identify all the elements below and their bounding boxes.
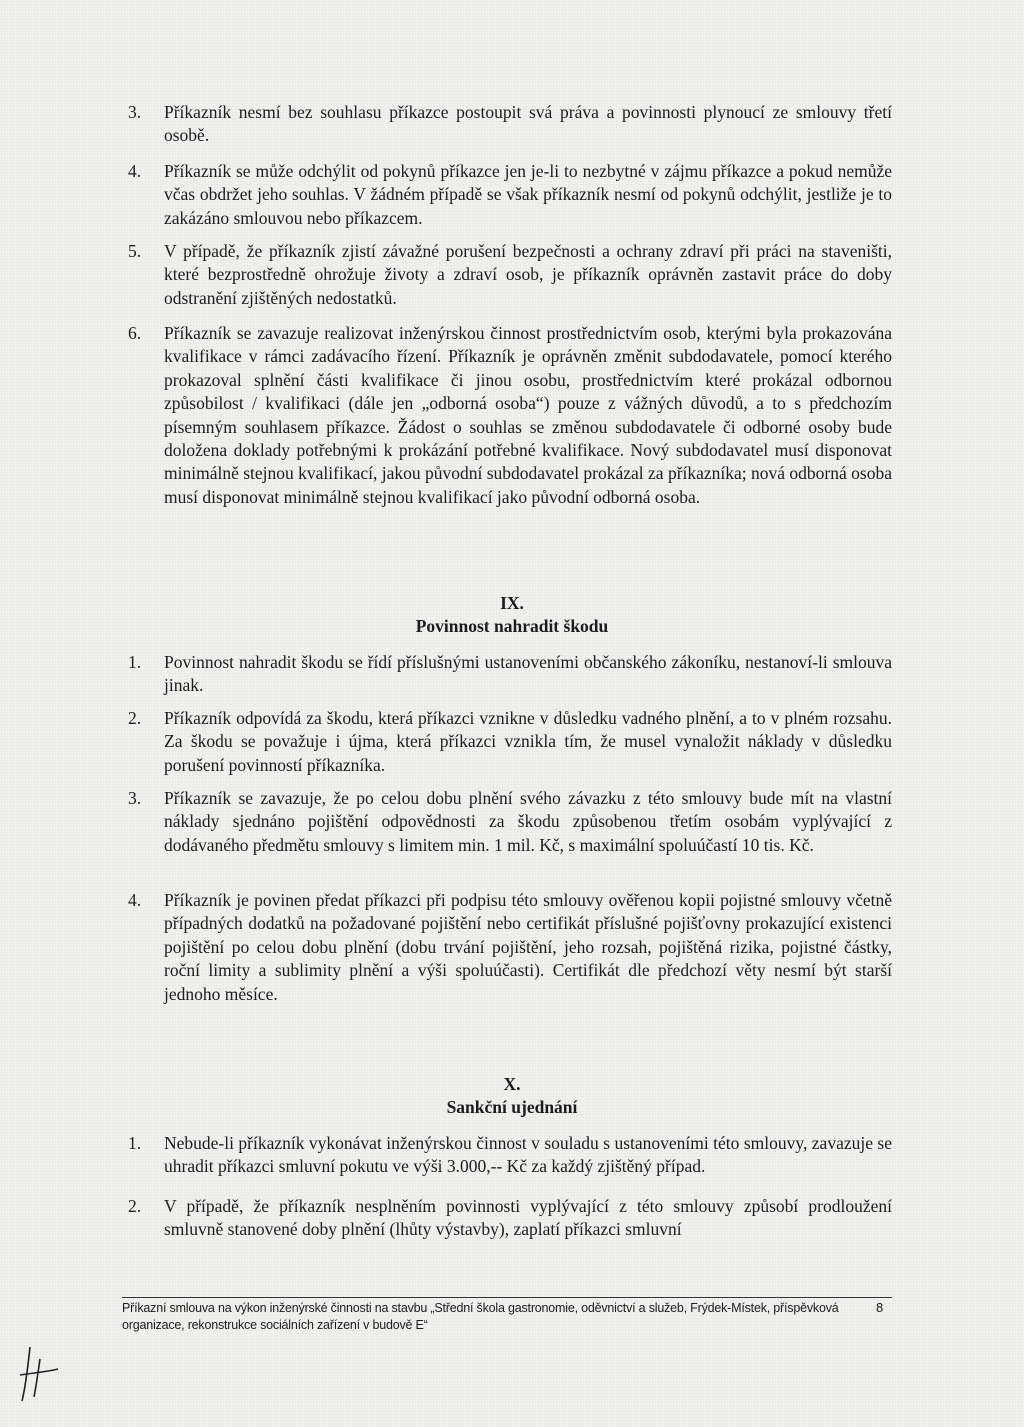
- item-number: 5.: [128, 241, 142, 261]
- item-number: 3.: [128, 102, 142, 122]
- section-title: Sankční ujednání: [446, 1097, 578, 1117]
- item-number: 2.: [128, 708, 142, 728]
- list-item: [128, 651, 892, 698]
- item-number: 4.: [128, 890, 142, 910]
- list-item: [128, 1195, 892, 1242]
- item-text: Příkazník se může odchýlit od pokynů příkazce jen je-li to nezbytné v zájmu příkazce a pokud nemůže včas obdržet jeho souhlas. V žádném případě se však příkazník nesmí od pokynů odchýlit, jestliže je to zakázáno smlouvou nebo příkazcem.: [164, 161, 892, 228]
- item-number: 1.: [128, 652, 142, 672]
- item-number: 3.: [128, 788, 142, 808]
- item-text: Příkazník se zavazuje realizovat inženýrskou činnost prostřednictvím osob, kterými byla prokazována kvalifikace v rámci zadávacího řízení. Příkazník je oprávněn změnit subdodavatele, pomocí kterého prokazoval splnění části kvalifikace či jinou osobu, prostřednictvím které prokázal odbornou způsobilost / kvalifikaci (dále jen „odborná osoba“) pouze z vážných důvodů, a to s předchozím písemným souhlasem příkazce. Žádost o souhlas se změnou subdodavatele či odborné osoby bude doložena doklady potřebnými k prokázání potřebné kvalifikace. Nový subdodavatel musí disponovat minimálně stejnou kvalifikací, jakou původní subdodavatel prokázal za příkazníka; nová odborná osoba musí disponovat minimálně stejnou kvalifikací jako původní odborná osoba.: [164, 323, 892, 507]
- item-text: V případě, že příkazník zjistí závažné porušení bezpečnosti a ochrany zdraví při práci na staveništi, které bezprostředně ohrožuje životy a zdraví osob, je příkazník oprávněn zastavit práce do doby odstranění zjištěných nedostatků.: [164, 241, 892, 308]
- item-text: Nebude-li příkazník vykonávat inženýrskou činnost v souladu s ustanoveními této smlouvy, zavazuje se uhradit příkazci smluvní pokutu ve výši 3.000,-- Kč za každý zjištěný případ.: [164, 1133, 892, 1177]
- section-number: IX.: [500, 593, 524, 613]
- item-number: 2.: [128, 1196, 142, 1216]
- item-number: 4.: [128, 161, 142, 181]
- list-item: [128, 707, 892, 777]
- handwritten-initials: [18, 1345, 64, 1403]
- list-item: [128, 889, 892, 1006]
- section-title: Povinnost nahradit škodu: [415, 616, 609, 636]
- item-number: 6.: [128, 323, 142, 343]
- list-item: [128, 787, 892, 857]
- list-item: [128, 240, 892, 310]
- section-number: X.: [503, 1074, 521, 1094]
- item-text: Příkazník je povinen předat příkazci při podpisu této smlouvy ověřenou kopii pojistné smlouvy včetně případných dodatků na požadované pojištění nebo certifikát příslušné pojišťovny prokazující existenci pojištění po celou dobu plnění (dobu trvání pojištění, jeho rozsah, pojištěná rizika, pojistné částky, roční limity a sublimity plnění a výši spoluúčasti). Certifikát dle předchozí věty nesmí být starší jednoho měsíce.: [164, 890, 892, 1004]
- item-number: 1.: [128, 1133, 142, 1153]
- list-item: [128, 322, 892, 509]
- item-text: Povinnost nahradit škodu se řídí příslušnými ustanoveními občanského zákoníku, nestanoví-li smlouva jinak.: [164, 652, 892, 696]
- list-item: [128, 160, 892, 230]
- list-item: [128, 1132, 892, 1179]
- footer-divider: [122, 1297, 892, 1298]
- item-text: V případě, že příkazník nesplněním povinnosti vyplývající z této smlouvy způsobí prodloužení smluvně stanovené doby plnění (lhůty výstavby), zaplatí příkazci smluvní: [164, 1196, 892, 1240]
- item-text: Příkazník nesmí bez souhlasu příkazce postoupit svá práva a povinnosti plynoucí ze smlouvy třetí osobě.: [164, 102, 892, 146]
- list-item: [128, 101, 892, 148]
- item-text: Příkazník se zavazuje, že po celou dobu plnění svého závazku z této smlouvy bude mít na vlastní náklady sjednáno pojištění odpovědnosti za škodu způsobenou třetím osobám vyplývající z dodávaného předmětu smlouvy s limitem min. 1 mil. Kč, s maximální spoluúčastí 10 tis. Kč.: [164, 788, 892, 855]
- item-text: Příkazník odpovídá za škodu, která příkazci vznikne v důsledku vadného plnění, a to v plném rozsahu. Za škodu se považuje i újma, která příkazci vznikla tím, že musel vynaložit náklady v důsledku porušení povinností příkazníka.: [164, 708, 892, 775]
- footer-text: Příkazní smlouva na výkon inženýrské činnosti na stavbu „Střední škola gastronomie, oděvnictví a služeb, Frýdek-Místek, příspěvková organizace, rekonstrukce sociálních zařízení v budově E“: [122, 1301, 839, 1332]
- page-number: 8: [876, 1300, 884, 1315]
